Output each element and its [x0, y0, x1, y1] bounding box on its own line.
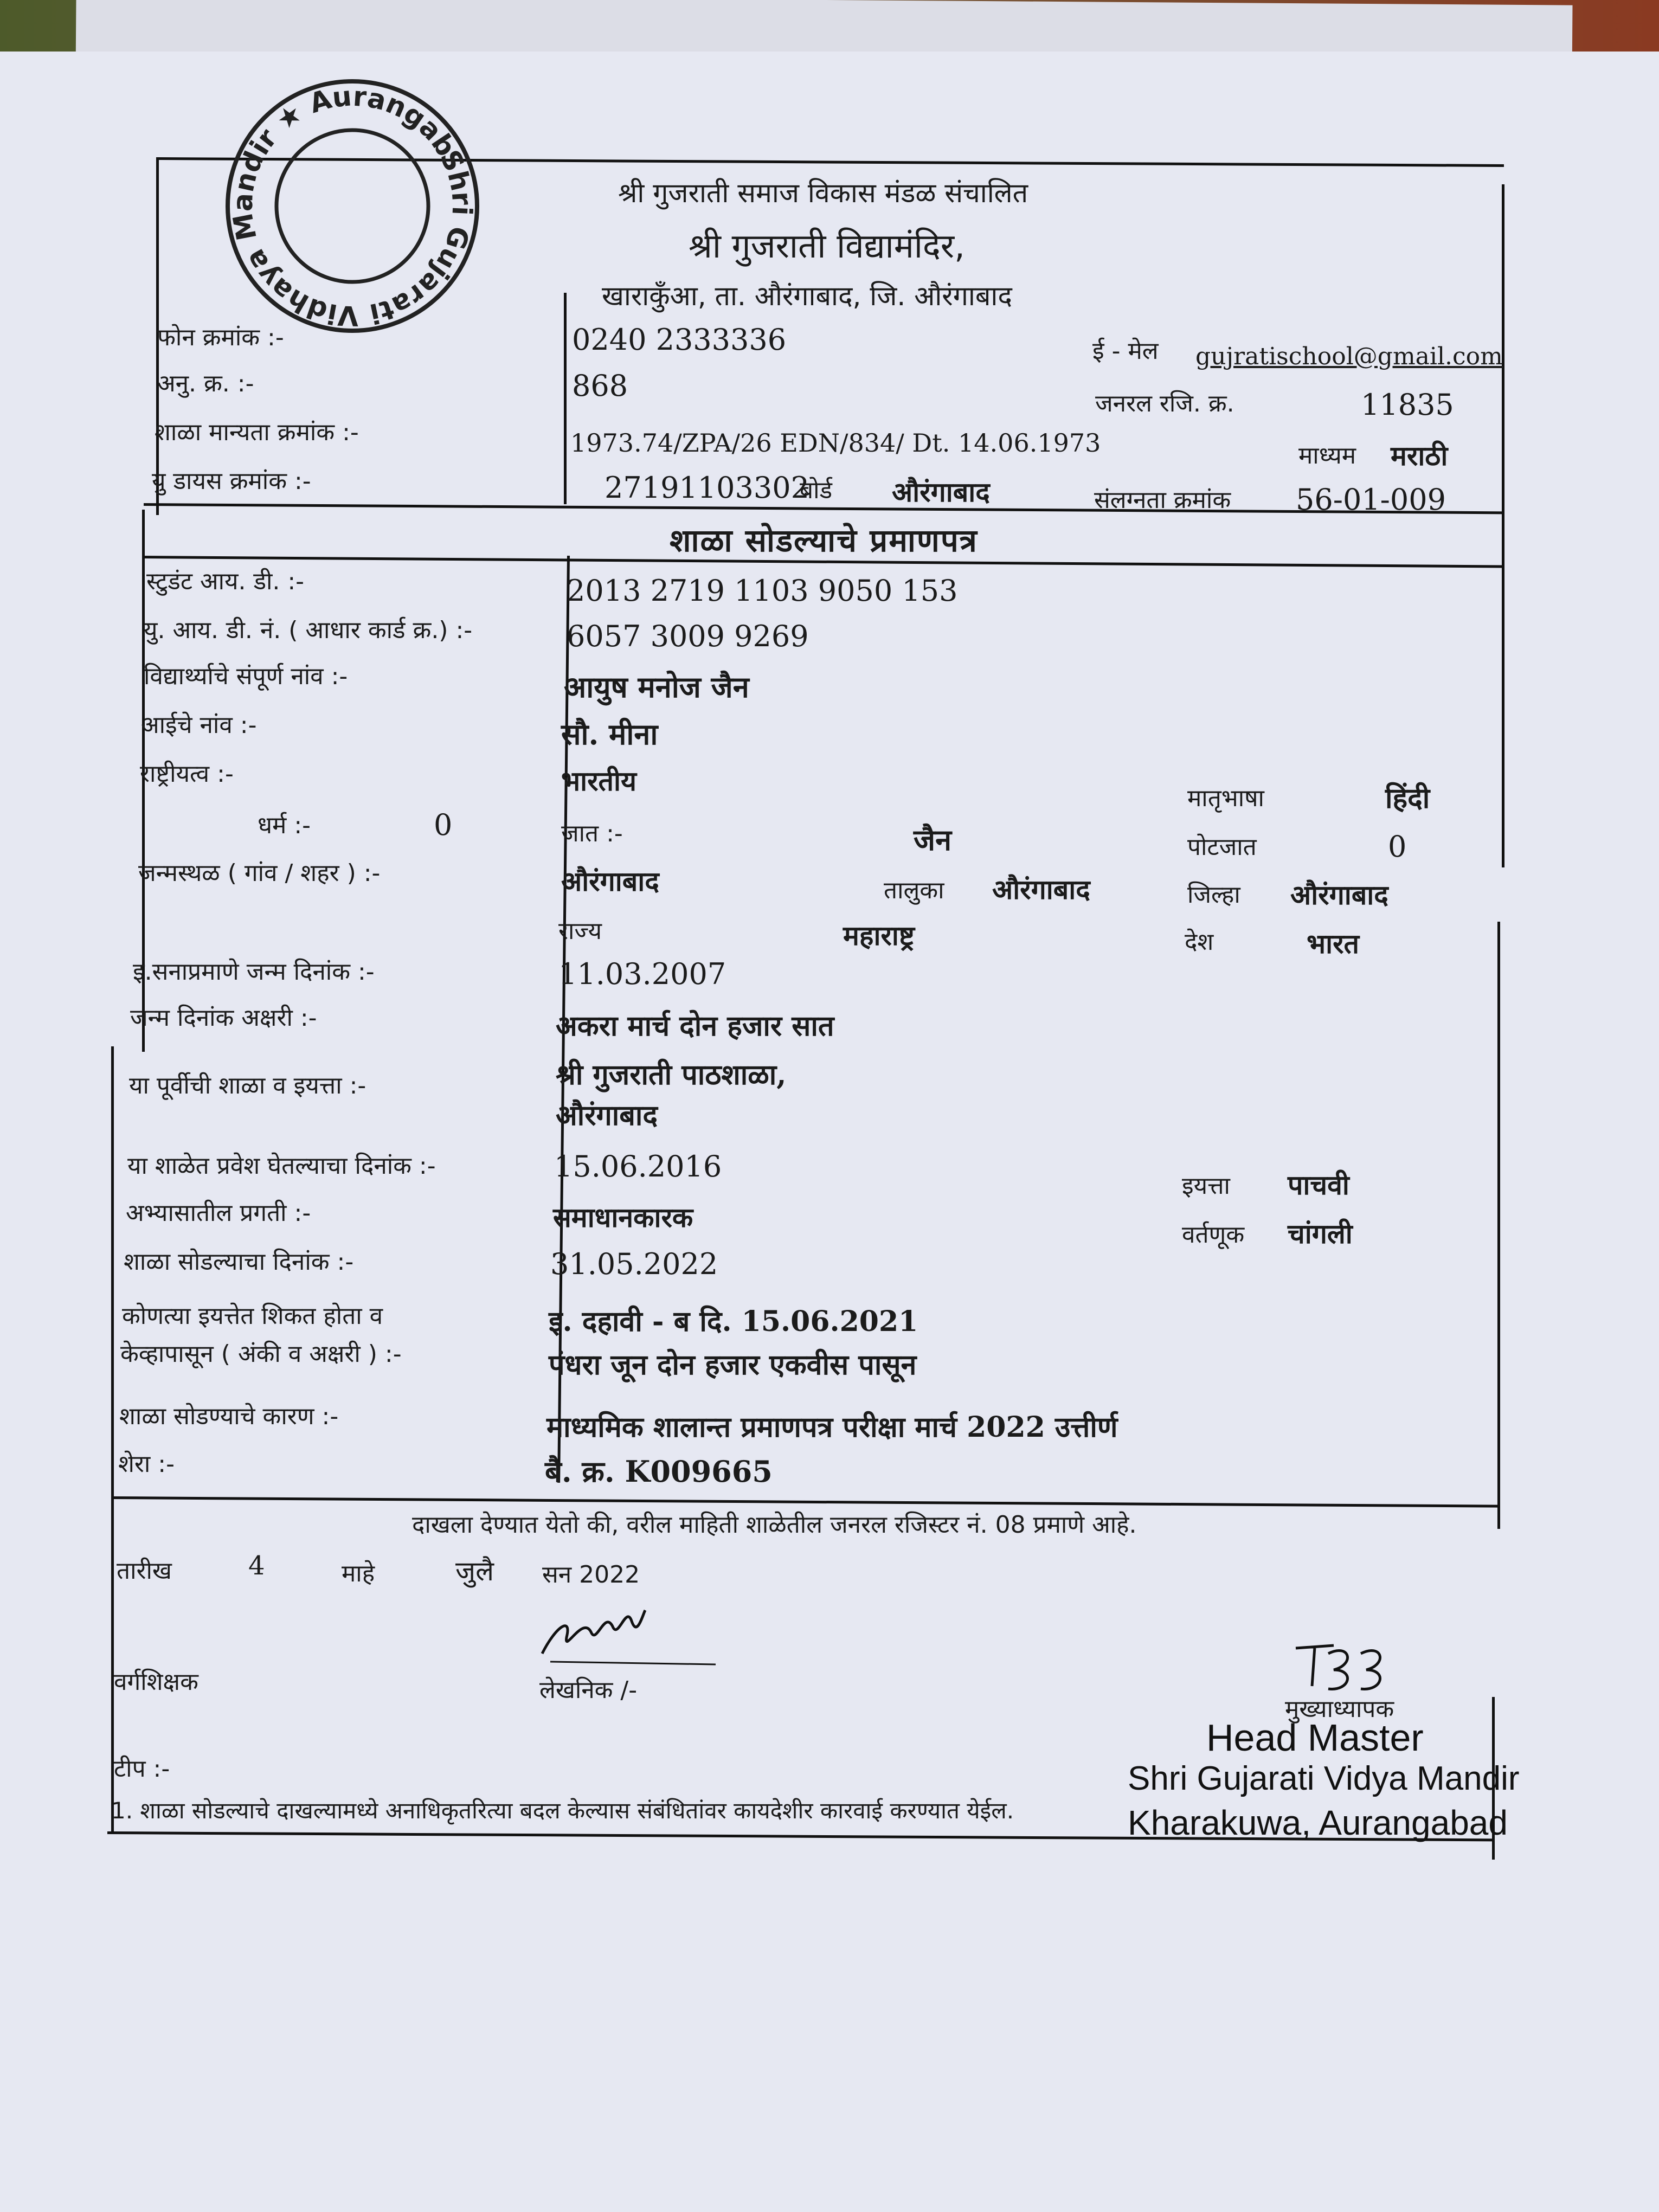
- student-id-label: स्टुडंट आय. डी. :-: [146, 568, 305, 595]
- dob-value: 11.03.2007: [558, 957, 726, 991]
- uid-value: 6057 3009 9269: [567, 619, 809, 653]
- progress-label: अभ्यासातील प्रगती :-: [126, 1199, 311, 1227]
- district-value: औरंगाबाद: [1290, 879, 1388, 911]
- remark-value: बै. क्र. K009665: [545, 1454, 773, 1489]
- udise-value: 27191103302: [605, 471, 809, 505]
- caste-value: जैन: [914, 822, 952, 857]
- uid-label: यु. आय. डी. नं. ( आधार कार्ड क्र.) :-: [144, 616, 473, 644]
- seal-school-name: Shri Gujarati Vidya Mandir: [1128, 1760, 1520, 1797]
- prev-school-label: या पूर्वीची शाळा व इयत्ता :-: [129, 1072, 366, 1099]
- dob-label: इ.सनाप्रमाणे जन्म दिनांक :-: [133, 958, 375, 986]
- birthplace-value: औरंगाबाद: [561, 865, 659, 897]
- school-stamp-icon: [222, 76, 483, 336]
- class-teacher-label: वर्गशिक्षक: [114, 1668, 198, 1696]
- right-border: [1502, 184, 1504, 867]
- prev-school-line-2: औरंगाबाद: [556, 1099, 658, 1132]
- progress-value: समाधानकारक: [553, 1201, 693, 1233]
- dob-words-value: अकरा मार्च दोन हजार सात: [556, 1009, 834, 1043]
- month-value: जुलै: [455, 1555, 494, 1587]
- note-text: 1. शाळा सोडल्याचे दाखल्यामध्ये अनाधिकृतरित्या बदल केल्यास संबंधितांवर कायदेशीर कारवाई करण्यात येईल.: [111, 1797, 1014, 1824]
- student-id-value: 2013 2719 1103 9050 153: [567, 574, 958, 608]
- country-value: भारत: [1307, 928, 1360, 960]
- name-label: विद्यार्थ्याचे संपूर्ण नांव :-: [144, 663, 348, 690]
- class-since-label-2: केव्हापासून ( अंकी व अक्षरी ) :-: [120, 1340, 402, 1368]
- class-since-value-2: पंधरा जून दोन हजार एकवीस पासून: [549, 1348, 917, 1381]
- gen-reg-label: जनरल रजि. क्र.: [1095, 390, 1234, 417]
- stamp-text: Shri Gujarati Vidhaya Mandir ★ Aurangabad.: [227, 80, 478, 332]
- subcaste-value: 0: [1388, 829, 1407, 864]
- left-border-bottom: [111, 1046, 114, 1832]
- leaving-label: शाळा सोडल्याचा दिनांक :-: [124, 1248, 354, 1276]
- header-address: खाराकुँआ, ता. औरंगाबाद, जि. औरंगाबाद: [602, 280, 1012, 312]
- board-label: बोर्ड: [800, 477, 833, 504]
- admission-value: 15.06.2016: [554, 1149, 722, 1184]
- certify-statement: दाखला देण्यात येतो की, वरील माहिती शाळेतील जनरल रजिस्टर नं. 08 प्रमाणे आहे.: [412, 1511, 1137, 1539]
- medium-label: माध्यम: [1298, 442, 1356, 470]
- religion-label: धर्म :-: [258, 812, 311, 839]
- recognition-value: 1973.74/ZPA/26 EDN/834/ Dt. 14.06.1973: [570, 428, 1101, 458]
- district-label: जिल्हा: [1187, 881, 1240, 909]
- header-school-name: श्री गुजराती विद्यामंदिर,: [689, 226, 965, 266]
- date-label: तारीख: [117, 1557, 172, 1585]
- reason-label: शाळा सोडण्याचे कारण :-: [119, 1403, 339, 1430]
- header-line-1: श्री गुजराती समाज विकास मंडळ संचालित: [618, 177, 1028, 209]
- email-label: ई - मेल: [1092, 337, 1159, 365]
- state-label: राज्य: [558, 917, 602, 945]
- student-name: आयुष मनोज जैन: [564, 670, 749, 704]
- birthplace-label: जन्मस्थळ ( गांव / शहर ) :-: [138, 859, 381, 887]
- affiliation-label: संलग्नता क्रमांक: [1094, 486, 1231, 514]
- reason-value: माध्यमिक शालान्त प्रमाणपत्र परीक्षा मार्च 2022 उत्तीर्ण: [546, 1411, 1118, 1444]
- date-day: 4: [248, 1551, 265, 1581]
- board-value: औरंगाबाद: [892, 476, 990, 508]
- taluka-label: तालुका: [884, 877, 944, 904]
- serial-value: 868: [572, 369, 628, 403]
- seal-address: Kharakuwa, Aurangabad: [1128, 1803, 1508, 1842]
- seal-title: Head Master: [1206, 1716, 1424, 1759]
- clerk-signature-icon: [534, 1594, 718, 1681]
- nationality-label: राष्ट्रीयत्व :-: [140, 760, 234, 788]
- headmaster-signature-icon: [1290, 1632, 1420, 1697]
- column-divider-top: [564, 293, 567, 504]
- right-border-lower: [1497, 922, 1500, 1529]
- gen-reg-value: 11835: [1361, 388, 1454, 422]
- mother-tongue-label: मातृभाषा: [1187, 785, 1264, 812]
- state-value: महाराष्ट्र: [843, 919, 915, 951]
- religion-value: 0: [434, 808, 453, 842]
- class-since-value-1: इ. दहावी - ब दि. 15.06.2021: [549, 1305, 918, 1338]
- mother-tongue-value: हिंदी: [1385, 782, 1430, 815]
- caste-label: जात :-: [561, 820, 623, 847]
- year-value: सन 2022: [542, 1561, 640, 1589]
- nationality-value: भारतीय: [561, 765, 636, 797]
- std-value: पाचवी: [1288, 1169, 1349, 1201]
- month-label: माहे: [342, 1560, 375, 1587]
- headmaster-label: मुख्याध्यापक: [1285, 1695, 1394, 1723]
- std-label: इयत्ता: [1182, 1172, 1230, 1200]
- svg-text:Shri Gujarati Vidhaya Mandir ★: [222, 76, 483, 336]
- udise-label: यु डायस क्रमांक :-: [152, 467, 311, 495]
- affiliation-value: 56-01-009: [1296, 483, 1446, 517]
- remark-label: शेरा :-: [118, 1450, 175, 1478]
- certificate-title: शाळा सोडल्याचे प्रमाणपत्र: [670, 522, 978, 559]
- recognition-label: शाळा मान्यता क्रमांक :-: [155, 419, 359, 446]
- leaving-value: 31.05.2022: [550, 1247, 718, 1281]
- admission-label: या शाळेत प्रवेश घेतल्याचा दिनांक :-: [127, 1152, 436, 1180]
- class-since-label-1: कोणत्या इयत्तेत शिकत होता व: [122, 1302, 383, 1330]
- mother-name: सौ. मीना: [561, 717, 658, 751]
- email-link[interactable]: gujratischool@gmail.com: [1195, 343, 1503, 370]
- conduct-value: चांगली: [1288, 1218, 1353, 1250]
- conduct-label: वर्तणूक: [1182, 1221, 1245, 1249]
- medium-value: मराठी: [1391, 440, 1448, 472]
- country-label: देश: [1185, 928, 1214, 956]
- phone-label: फोन क्रमांक :-: [157, 324, 284, 351]
- subcaste-label: पोटजात: [1187, 833, 1257, 861]
- dob-words-label: जन्म दिनांक अक्षरी :-: [130, 1004, 317, 1032]
- note-label: टीप :-: [114, 1755, 170, 1783]
- phone-value: 0240 2333336: [572, 323, 787, 357]
- clerk-label: लेखनिक /-: [539, 1676, 638, 1704]
- mother-label: आईचे नांव :-: [141, 711, 257, 739]
- serial-label: अनु. क्र. :-: [157, 370, 254, 397]
- prev-school-line-1: श्री गुजराती पाठशाळा,: [556, 1058, 787, 1091]
- taluka-value: औरंगाबाद: [992, 873, 1090, 905]
